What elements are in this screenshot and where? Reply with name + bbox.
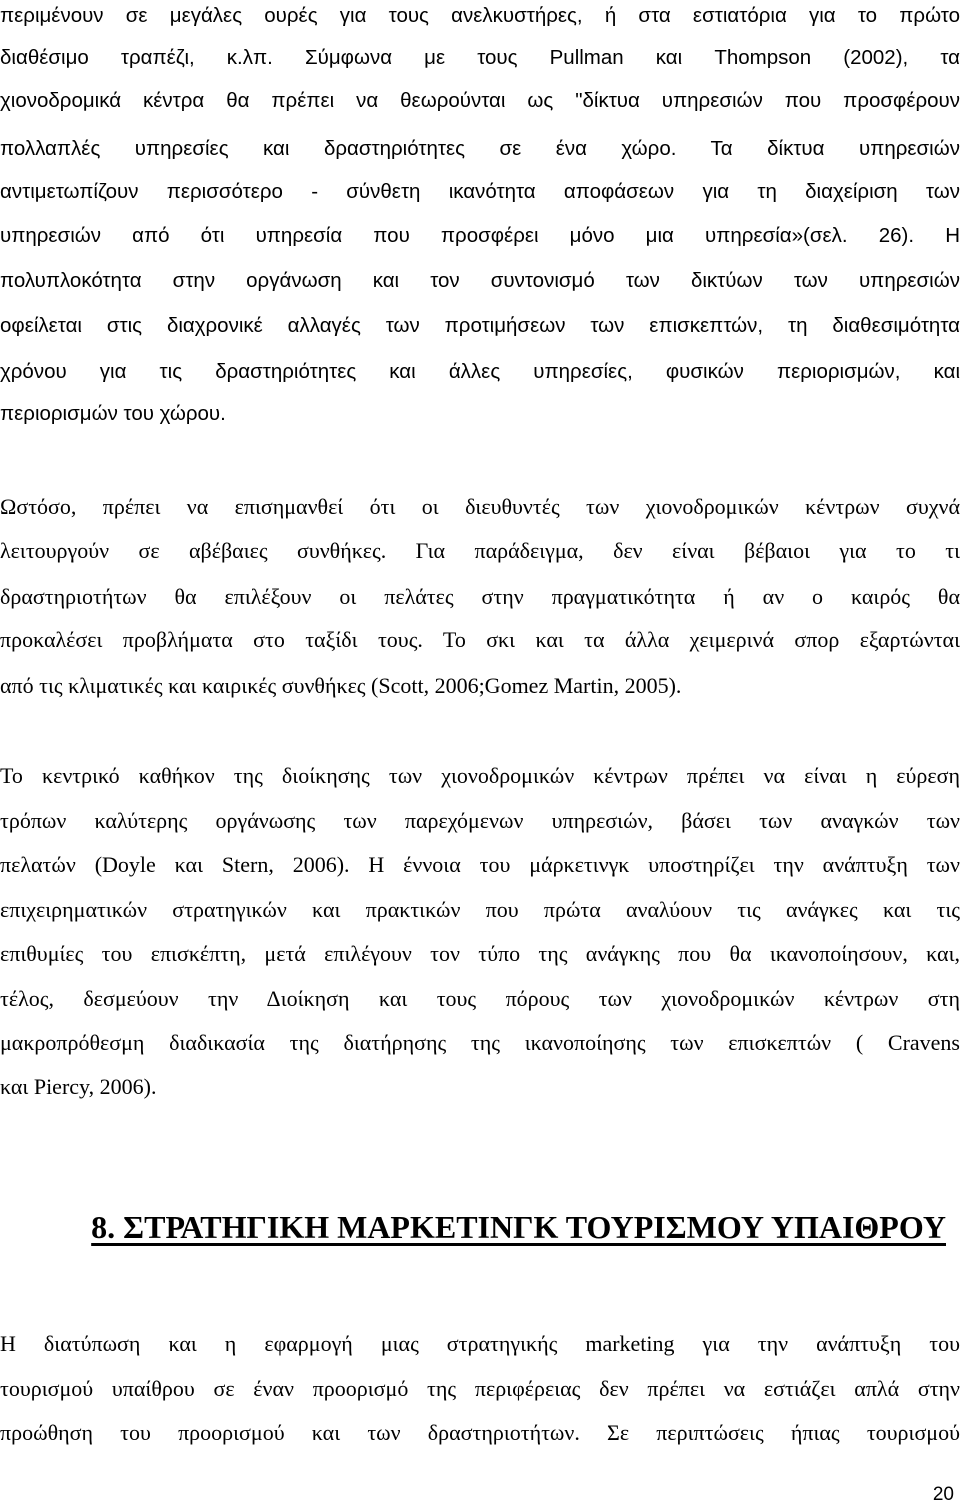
text-line: και Piercy, 2006). bbox=[0, 1074, 157, 1099]
text-line: διαθέσιμο τραπέζι, κ.λπ. Σύμφωνα με τους Pullman και Thompson (2002), τα bbox=[0, 46, 960, 69]
section-heading bbox=[0, 1202, 960, 1252]
text-line: περιμένουν σε μεγάλες ουρές για τους ανελκυστήρες, ή στα εστιατόρια για το πρώτο bbox=[0, 4, 960, 27]
text-line: επιχειρηματικών στρατηγικών και πρακτικών που πρώτα αναλύουν τις ανάγκες και τις bbox=[0, 897, 960, 922]
page-number: 20 bbox=[932, 1484, 954, 1505]
section-heading-text: 8. ΣΤΡΑΤΗΓΙΚΗ ΜΑΡΚΕΤΙΝΓΚ ΤΟΥΡΙΣΜΟΥ ΥΠΑΙΘΡΟΥ bbox=[91, 1209, 946, 1245]
text-line: δραστηριοτήτων θα επιλέξουν οι πελάτες στην πραγματικότητα ή αν ο καιρός θα bbox=[0, 584, 960, 609]
text-line: μακροπρόθεσμη διαδικασία της διατήρησης της ικανοποίησης των επισκεπτών ( Cravens bbox=[0, 1030, 960, 1055]
text-line: περιορισμών του χώρου. bbox=[0, 402, 226, 425]
text-line: χιονοδρομικά κέντρα θα πρέπει να θεωρούνται ως "δίκτυα υπηρεσιών που προσφέρουν bbox=[0, 89, 960, 112]
text-line: προώθηση του προορισμού και των δραστηριοτήτων. Σε περιπτώσεις ήπιας τουρισμού bbox=[0, 1420, 960, 1445]
text-line: πολυπλοκότητα στην οργάνωση και τον συντονισμό των δικτύων των υπηρεσιών bbox=[0, 269, 960, 292]
text-line: υπηρεσιών από ότι υπηρεσία που προσφέρει μόνο μια υπηρεσία»(σελ. 26). Η bbox=[0, 224, 960, 247]
text-line: πολλαπλές υπηρεσίες και δραστηριότητες σε ένα χώρο. Τα δίκτυα υπηρεσιών bbox=[0, 137, 960, 160]
text-line: πελατών (Doyle και Stern, 2006). Η έννοια του μάρκετινγκ υποστηρίζει την ανάπτυξη των bbox=[0, 852, 960, 877]
text-line: τουρισμού υπαίθρου σε έναν προορισμό της περιφέρειας δεν πρέπει να εστιάζει απλά στην bbox=[0, 1376, 960, 1401]
text-line: τέλος, δεσμεύουν την Διοίκηση και τους πόρους των χιονοδρομικών κέντρων στη bbox=[0, 986, 960, 1011]
text-line: Το κεντρικό καθήκον της διοίκησης των χιονοδρομικών κέντρων πρέπει να είναι η εύρεση bbox=[0, 763, 960, 788]
text-line: προκαλέσει προβλήματα στο ταξίδι τους. Το σκι και τα άλλα χειμερινά σπορ εξαρτώνται bbox=[0, 627, 960, 652]
text-line: χρόνου για τις δραστηριότητες και άλλες υπηρεσίες, φυσικών περιορισμών, και bbox=[0, 360, 960, 383]
text-line: τρόπων καλύτερης οργάνωσης των παρεχόμενων υπηρεσιών, βάσει των αναγκών των bbox=[0, 808, 960, 833]
text-line: οφείλεται στις διαχρονικέ αλλαγές των προτιμήσεων των επισκεπτών, τη διαθεσιμότητα bbox=[0, 314, 960, 337]
text-line: επιθυμίες του επισκέπτη, μετά επιλέγουν τον τύπο της ανάγκης που θα ικανοποίησουν, και, bbox=[0, 941, 960, 966]
text-line: Η διατύπωση και η εφαρμογή μιας στρατηγικής marketing για την ανάπτυξη του bbox=[0, 1331, 960, 1356]
text-line: Ωστόσο, πρέπει να επισημανθεί ότι οι διευθυντές των χιονοδρομικών κέντρων συχνά bbox=[0, 494, 960, 519]
text-line: λειτουργούν σε αβέβαιες συνθήκες. Για παράδειγμα, δεν είναι βέβαιοι για το τι bbox=[0, 538, 960, 563]
text-line: αντιμετωπίζουν περισσότερο - σύνθετη ικανότητα αποφάσεων για τη διαχείριση των bbox=[0, 180, 960, 203]
text-line: από τις κλιματικές και καιρικές συνθήκες (Scott, 2006;Gomez Martin, 2005). bbox=[0, 673, 682, 698]
